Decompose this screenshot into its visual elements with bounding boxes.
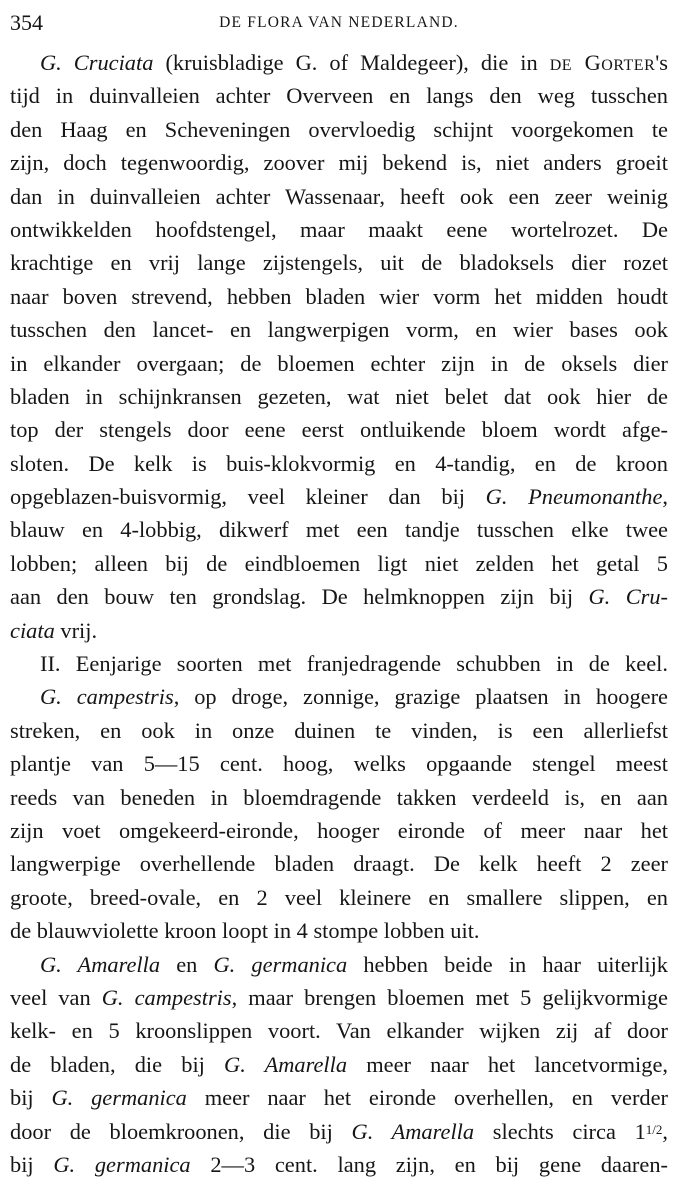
text-line xyxy=(10,948,668,981)
text-segment: krachtige en vrij lange zijstengels, uit de bladoksels dier rozet xyxy=(10,250,668,276)
text-line xyxy=(10,614,668,647)
text-segment: langwerpige overhellende bladen draagt. De kelk heeft 2 zeer xyxy=(10,851,668,877)
italic-segment: G. Amarella xyxy=(40,951,161,977)
text-segment: reeds van beneden in bloemdragende takken verdeeld is, en aan xyxy=(10,784,668,810)
italic-segment: G. Amarella xyxy=(351,1118,475,1144)
text-segment: meer naar het eironde overhellen, en verder xyxy=(186,1085,668,1111)
text-line xyxy=(10,714,668,747)
italic-segment: G. germanica xyxy=(213,951,348,977)
text-line xyxy=(10,1148,668,1181)
text-segment: ontwikkelden hoofdstengel, maar maakt eene wortelrozet. De xyxy=(10,216,668,242)
text-segment: door de bloemkroonen, die bij xyxy=(10,1118,352,1144)
page-header xyxy=(10,0,668,46)
text-segment: de bladen, die bij xyxy=(10,1051,225,1077)
text-line xyxy=(10,513,668,546)
text-line xyxy=(10,246,668,279)
text-line xyxy=(10,1115,668,1148)
text-line xyxy=(10,280,668,313)
italic-segment: ciata xyxy=(10,617,55,643)
italic-segment: G. campestris xyxy=(40,684,174,710)
text-segment: den Haag en Scheveningen overvloedig schijnt voorgekomen te xyxy=(10,116,668,142)
text-line xyxy=(10,180,668,213)
text-line xyxy=(10,881,668,914)
italic-segment: G. germanica xyxy=(53,1151,191,1177)
text-segment: 's xyxy=(655,50,668,75)
text-line xyxy=(10,1081,668,1114)
small-caps-segment: de Gorter xyxy=(549,50,656,75)
text-segment: lobben; alleen bij de eindbloemen ligt niet zelden het getal 5 xyxy=(10,550,668,576)
text-segment: , xyxy=(662,1118,668,1144)
text-segment: groote, breed-ovale, en 2 veel kleinere en smallere slippen, en xyxy=(10,884,668,910)
text-line xyxy=(10,580,668,613)
text-line xyxy=(10,547,668,580)
text-line xyxy=(10,347,668,380)
text-segment: en xyxy=(160,951,214,977)
italic-segment: G. campestris xyxy=(101,984,232,1010)
italic-segment: G. Cru- xyxy=(588,584,668,610)
text-segment: dan in duinvalleien achter Wassenaar, heeft ook een zeer weinig xyxy=(10,183,668,209)
text-segment: aan den bouw ten grondslag. De helmknoppen zijn bij xyxy=(10,584,589,610)
text-line xyxy=(10,814,668,847)
text-segment: de blauwviolette kroon loopt in 4 stompe lobben uit. xyxy=(10,918,480,944)
text-line xyxy=(10,380,668,413)
text-segment: , maar brengen bloemen met 5 gelijkvormige xyxy=(231,984,668,1010)
text-segment: bij xyxy=(10,1085,52,1111)
text-line xyxy=(10,747,668,780)
text-segment: bladen in schijnkransen gezeten, wat niet belet dat ook hier de xyxy=(10,383,668,409)
text-segment: meer naar het lancetvormige, xyxy=(347,1051,668,1077)
text-segment: zijn, doch tegenwoordig, zoover mij bekend is, niet anders groeit xyxy=(10,150,668,176)
text-segment: slechts circa 1 xyxy=(474,1118,646,1144)
text-line xyxy=(10,79,668,112)
text-line xyxy=(10,847,668,880)
text-line xyxy=(10,781,668,814)
text-line xyxy=(10,46,668,79)
text-segment: plantje van 5—15 cent. hoog, welks opgaande stengel meest xyxy=(10,751,668,777)
text-line xyxy=(10,447,668,480)
text-segment: vrij. xyxy=(54,617,98,643)
text-segment: naar boven strevend, hebben bladen wier vorm het midden houdt xyxy=(10,283,668,309)
text-segment: top der stengels door eene eerst ontluikende bloem wordt afge- xyxy=(10,417,668,443)
text-line xyxy=(10,1014,668,1047)
page-number: 354 xyxy=(10,10,43,35)
text-line xyxy=(10,313,668,346)
text-line xyxy=(10,680,668,713)
text-segment: kelk- en 5 kroonslippen voort. Van elkander wijken zij af door xyxy=(10,1018,668,1044)
text-segment: (kruisbladige G. of Maldegeer), die in xyxy=(153,50,550,75)
text-segment: , op droge, zonnige, grazige plaatsen in hoogere xyxy=(173,684,668,710)
body-text xyxy=(10,46,668,1181)
text-segment: in elkander overgaan; de bloemen echter zijn in de oksels dier xyxy=(10,350,668,376)
text-line xyxy=(10,914,668,947)
text-segment: veel van xyxy=(10,984,102,1010)
text-segment: 2—3 cent. lang zijn, en bij gene daaren- xyxy=(190,1151,668,1177)
text-segment: opgeblazen-buisvormig, veel kleiner dan bij xyxy=(10,484,486,510)
text-line xyxy=(10,213,668,246)
fraction: 1/2 xyxy=(645,1121,663,1137)
running-title: DE FLORA VAN NEDERLAND. xyxy=(219,14,459,31)
text-segment: , xyxy=(662,484,668,510)
text-segment: II. Eenjarige soorten met franjedragende schubben in de keel. xyxy=(40,651,668,677)
text-segment: blauw en 4-lobbig, dikwerf met een tandje tusschen elke twee xyxy=(10,517,668,543)
book-page xyxy=(10,0,668,1200)
text-segment: sloten. De kelk is buis-klokvormig en 4-tandig, en de kroon xyxy=(10,450,668,476)
italic-segment: G. Pneumonanthe xyxy=(485,484,663,510)
text-line xyxy=(10,647,668,680)
text-segment: tijd in duinvalleien achter Overveen en langs den weg tusschen xyxy=(10,83,668,109)
text-segment: hebben beide in haar uiterlijk xyxy=(347,951,668,977)
text-segment: zijn voet omgekeerd-eironde, hooger eironde of meer naar het xyxy=(10,817,668,843)
text-segment: bij xyxy=(10,1151,54,1177)
text-segment: streken, en ook in onze duinen te vinden, is een allerliefst xyxy=(10,717,668,743)
text-line xyxy=(10,113,668,146)
text-line xyxy=(10,480,668,513)
text-line xyxy=(10,981,668,1014)
italic-segment: G. Amarella xyxy=(224,1051,348,1077)
text-line xyxy=(10,1048,668,1081)
text-line xyxy=(10,146,668,179)
text-segment: tusschen den lancet- en langwerpigen vorm, en wier bases ook xyxy=(10,317,668,343)
italic-segment: G. germanica xyxy=(51,1085,187,1111)
text-line xyxy=(10,413,668,446)
italic-segment: G. Cruciata xyxy=(40,50,154,75)
